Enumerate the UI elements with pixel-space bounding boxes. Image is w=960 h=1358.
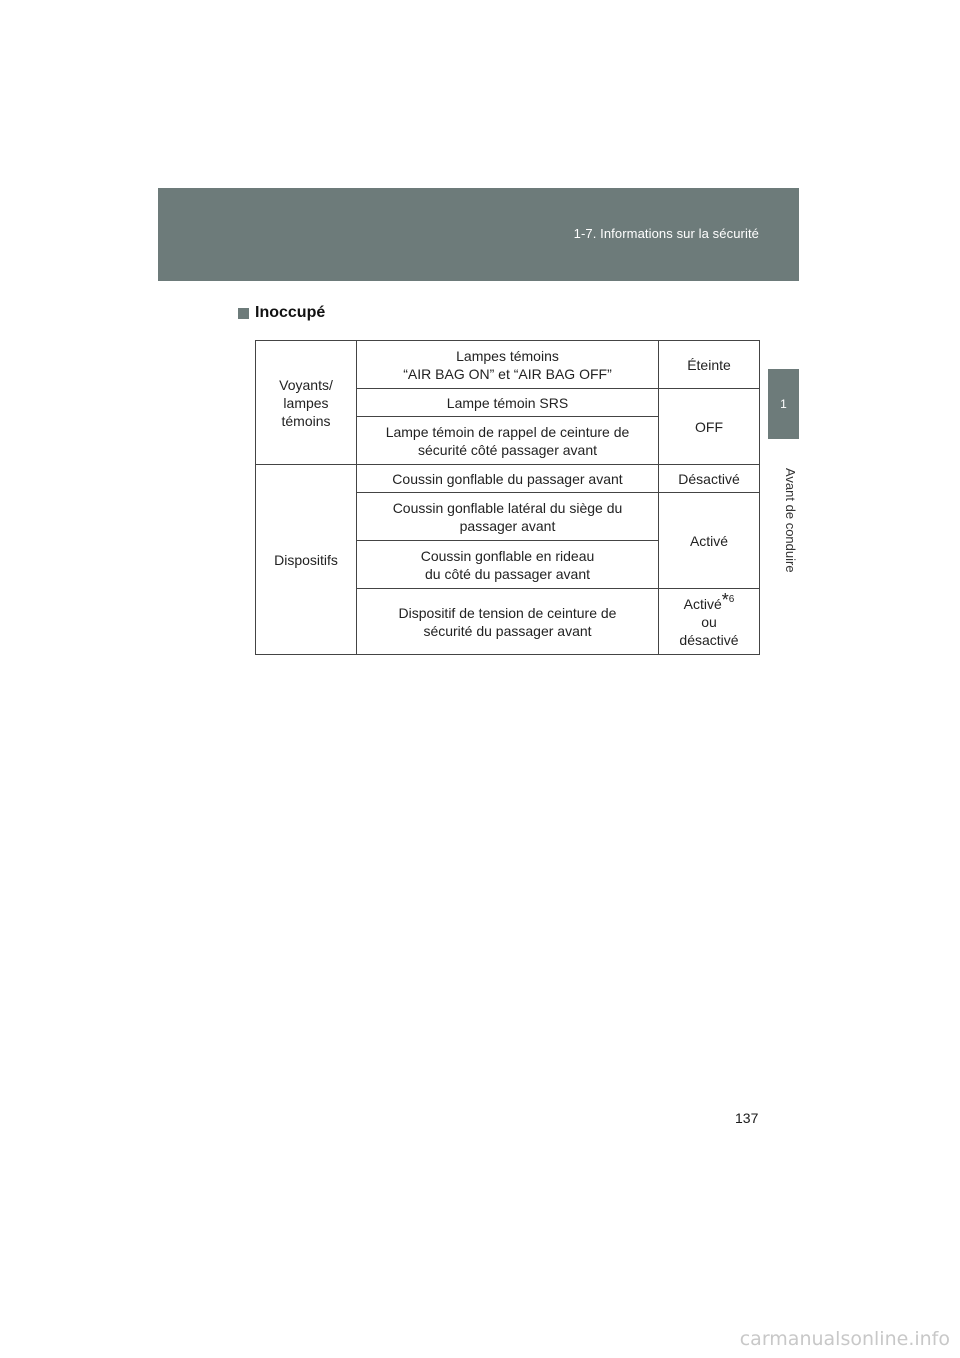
watermark: carmanualsonline.info xyxy=(739,1328,950,1350)
status-cell: Activé xyxy=(659,493,760,589)
table-row xyxy=(256,465,760,493)
item-cell: Coussin gonflable latéral du siège du passager avant xyxy=(357,493,659,541)
chapter-number: 1 xyxy=(780,397,787,411)
item-cell: Dispositif de tension de ceinture de sécurité du passager avant xyxy=(357,589,659,655)
table-row xyxy=(256,341,760,389)
section-heading xyxy=(238,304,325,322)
section-title: 1-7. Informations sur la sécurité xyxy=(573,226,759,241)
status-table xyxy=(255,340,760,655)
heading-title: Inoccupé xyxy=(255,304,326,321)
header-band xyxy=(158,188,799,281)
chapter-title: Avant de conduire xyxy=(783,467,798,573)
item-cell: Coussin gonflable en rideau du côté du passager avant xyxy=(357,541,659,589)
status-cell: Éteinte xyxy=(659,341,760,389)
group-label-indicators: Voyants/ lampes témoins xyxy=(256,341,357,465)
item-cell: Lampe témoin de rappel de ceinture de sécurité côté passager avant xyxy=(357,417,659,465)
group-label-devices: Dispositifs xyxy=(256,465,357,655)
item-cell: Lampes témoins “AIR BAG ON” et “AIR BAG OFF” xyxy=(357,341,659,389)
chapter-tab[interactable] xyxy=(768,369,799,439)
page-number: 137 xyxy=(735,1110,759,1126)
item-cell: Lampe témoin SRS xyxy=(357,389,659,417)
status-cell: Désactivé xyxy=(659,465,760,493)
footnote-number[interactable]: 6 xyxy=(728,593,735,605)
status-cell: Activé*$^6$ ou désactivé xyxy=(659,589,760,655)
square-bullet-icon xyxy=(238,308,249,319)
item-cell: Coussin gonflable du passager avant xyxy=(357,465,659,493)
footnote-star: * xyxy=(721,589,729,610)
status-cell: OFF xyxy=(659,389,760,465)
side-strip xyxy=(768,281,799,366)
